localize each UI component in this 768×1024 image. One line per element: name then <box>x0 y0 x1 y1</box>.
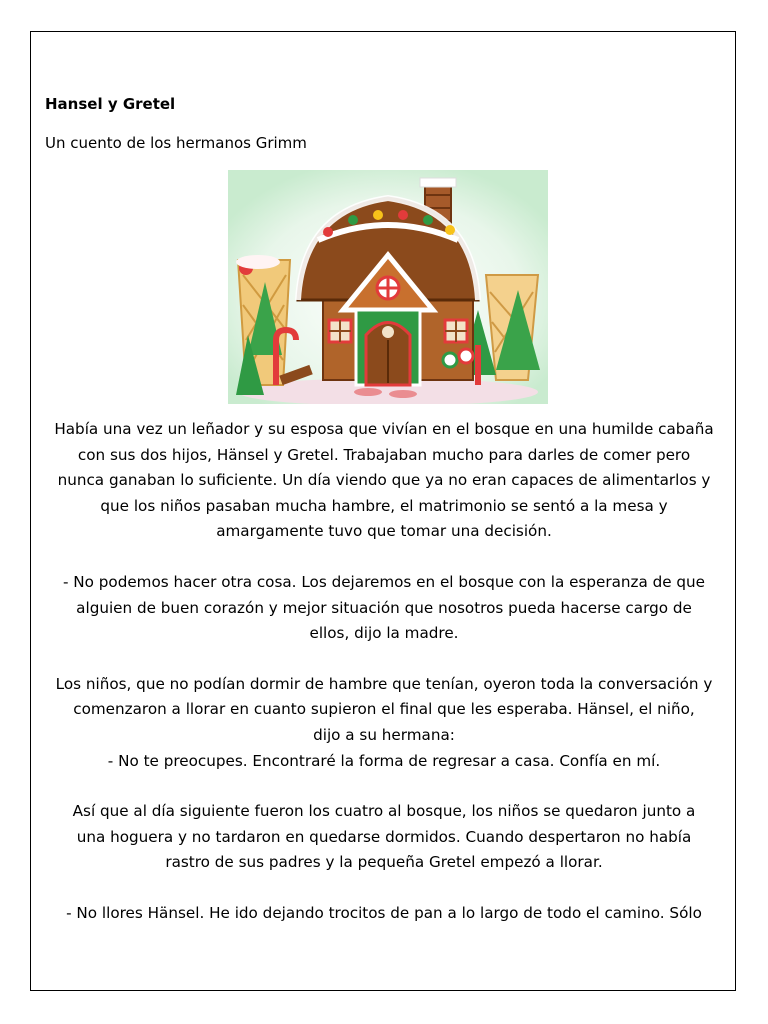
text-line: Los niños, que no podían dormir de hambre que tenían, oyeron toda la conversación y <box>55 674 713 693</box>
story-paragraph <box>41 417 727 545</box>
text-line: una hoguera y no tardaron en quedarse dormidos. Cuando despertaron no había <box>76 827 692 846</box>
gingerbread-house-icon <box>228 170 548 404</box>
text-line: alguien de buen corazón y mejor situación que nosotros pueda hacerse cargo de <box>76 598 692 617</box>
story-paragraph <box>41 799 727 876</box>
text-line: Había una vez un leñador y su esposa que vivían en el bosque en una humilde cabaña <box>54 420 714 438</box>
story-text <box>41 417 727 952</box>
document-subtitle: Un cuento de los hermanos Grimm <box>45 134 307 152</box>
text-line: - No llores Hänsel. He ido dejando trocitos de pan a lo largo de todo el camino. Sólo <box>66 903 702 922</box>
text-line: amargamente tuvo que tomar una decisión. <box>216 522 552 541</box>
text-line: que los niños pasaban mucha hambre, el matrimonio se sentó a la mesa y <box>100 496 668 515</box>
text-line: nunca ganaban lo suficiente. Un día viendo que ya no eran capaces de alimentarlos y <box>57 471 711 490</box>
text-line: Así que al día siguiente fueron los cuatro al bosque, los niños se quedaron junto a <box>72 802 696 821</box>
document-page <box>30 31 736 991</box>
story-paragraph <box>41 570 727 647</box>
text-line: comenzaron a llorar en cuanto supieron el final que les esperaba. Hänsel, el niño, <box>73 700 695 719</box>
text-line: - No te preocupes. Encontraré la forma de regresar a casa. Confía en mí. <box>107 751 661 770</box>
document-title: Hansel y Gretel <box>45 95 176 113</box>
text-line: con sus dos hijos, Hänsel y Gretel. Trabajaban mucho para darles de comer pero <box>77 445 691 464</box>
story-paragraph <box>41 672 727 774</box>
text-line: ellos, dijo la madre. <box>309 624 459 643</box>
text-line: - No podemos hacer otra cosa. Los dejaremos en el bosque con la esperanza de que <box>62 572 706 591</box>
story-paragraph <box>41 901 727 927</box>
text-line: dijo a su hermana: <box>313 725 455 744</box>
text-line: rastro de sus padres y la pequeña Gretel empezó a llorar. <box>165 853 603 872</box>
